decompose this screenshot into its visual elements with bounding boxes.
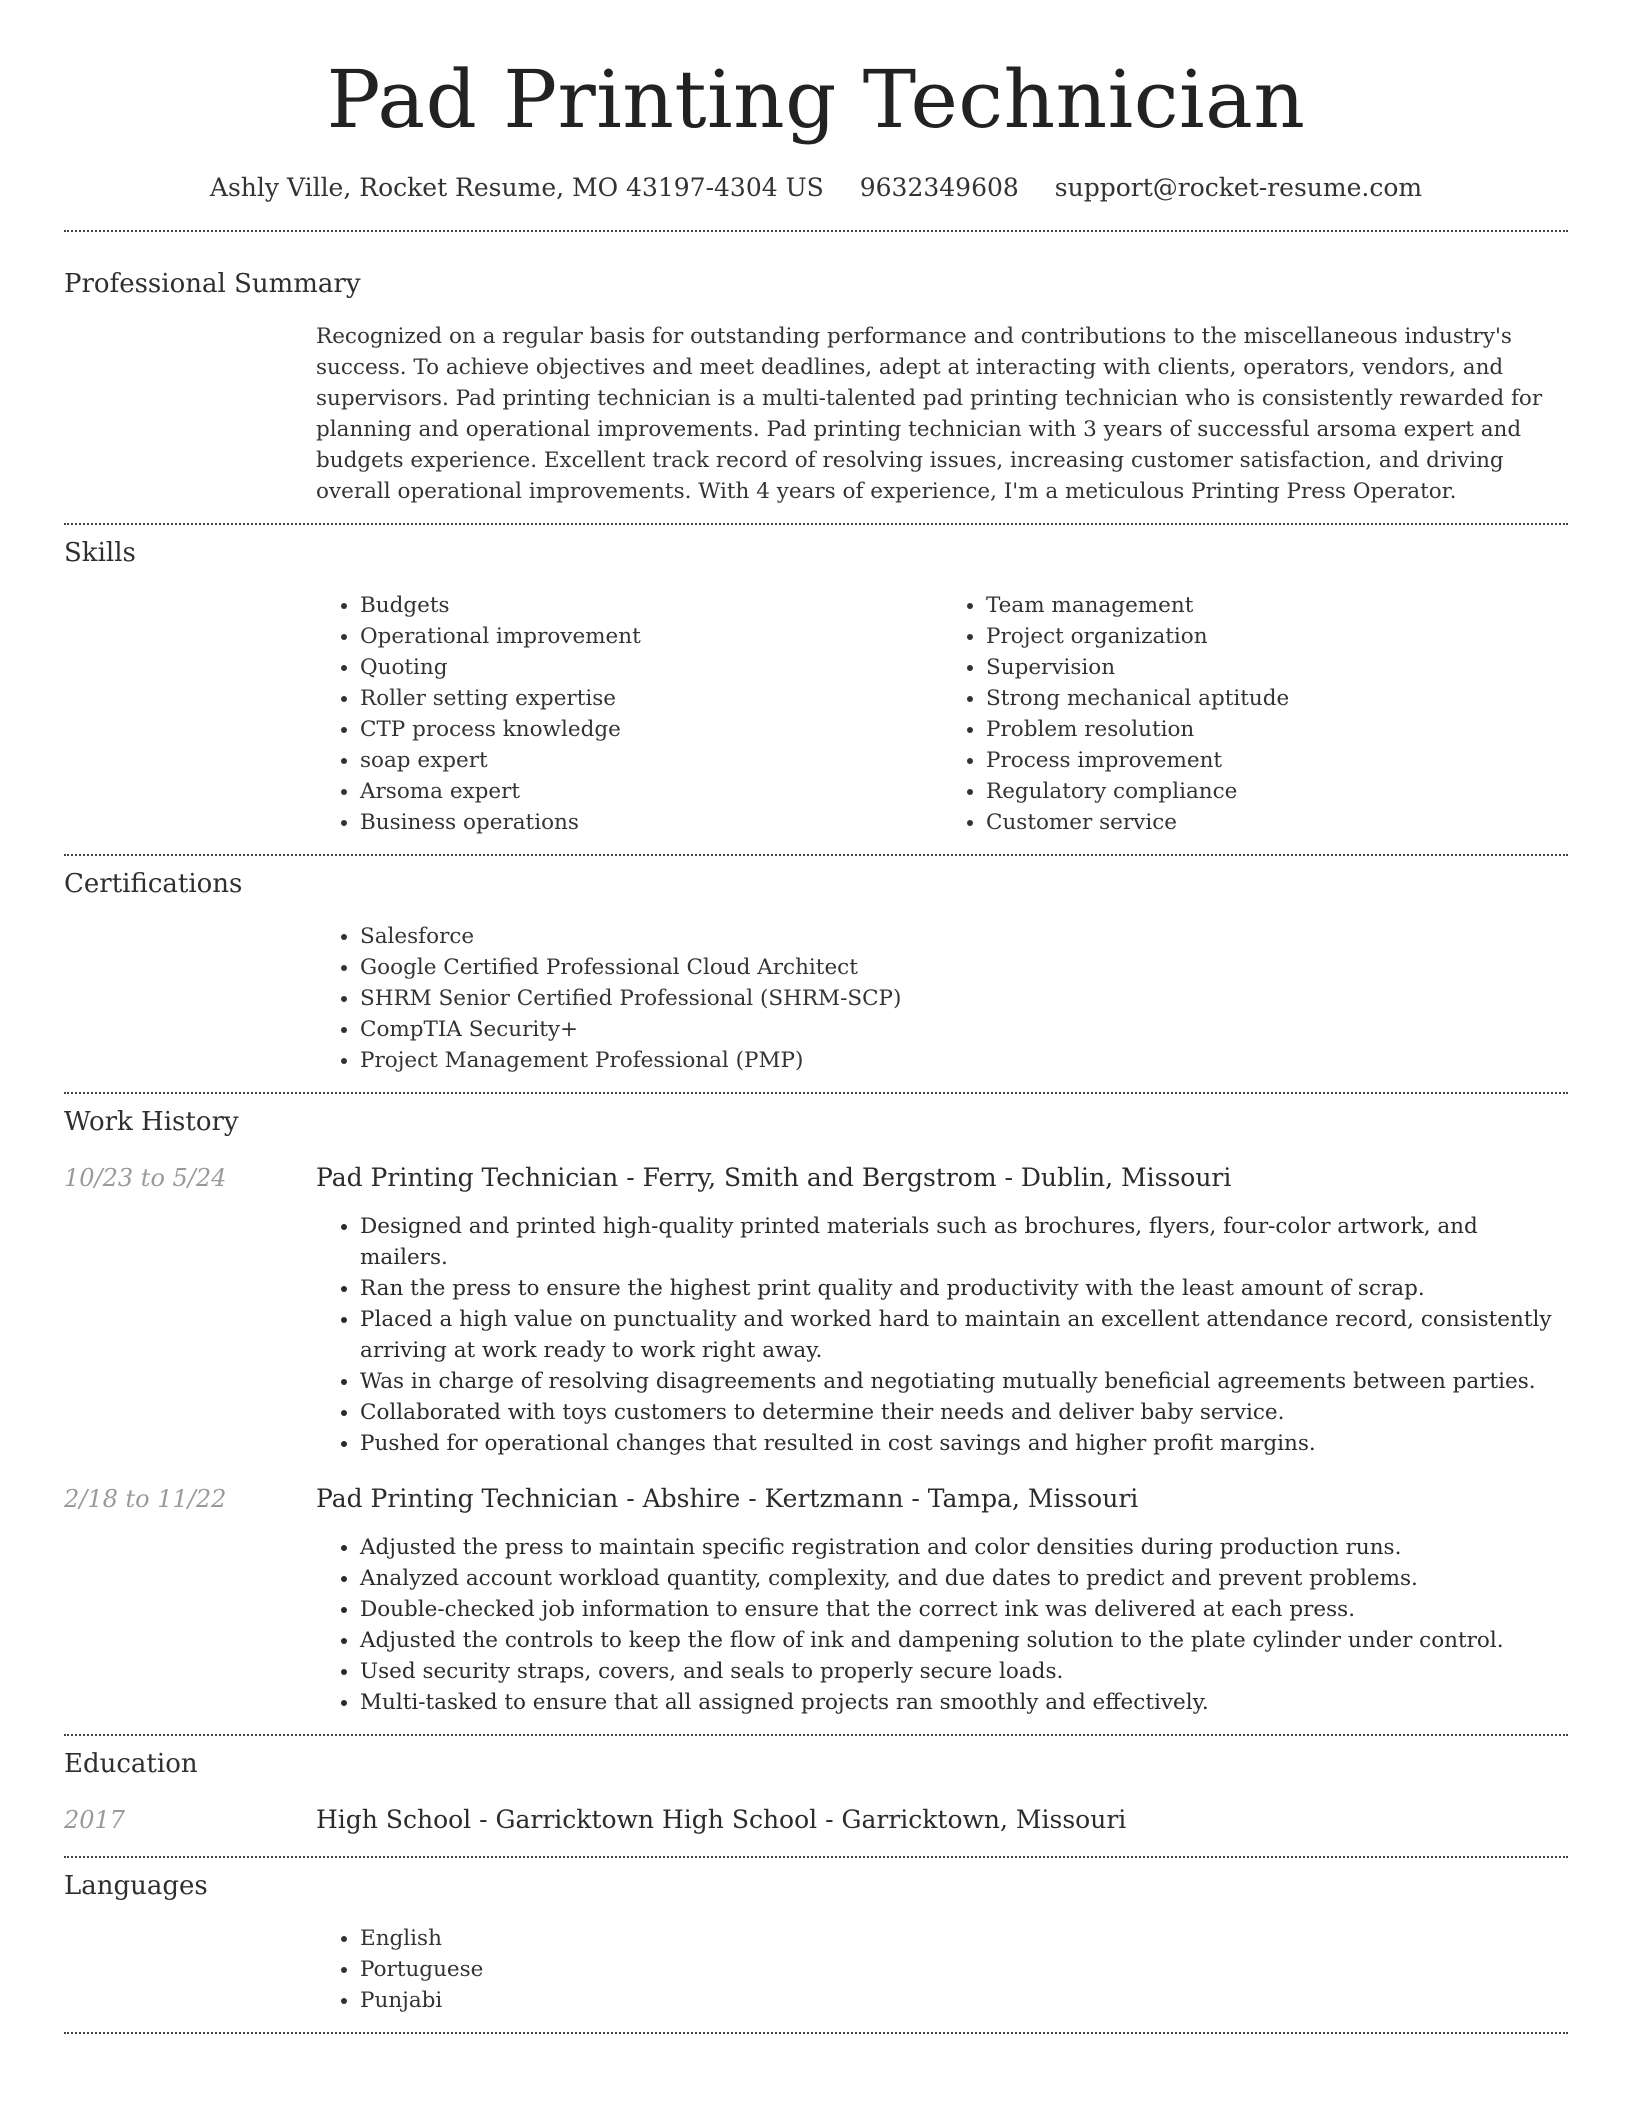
job-bullet: • Placed a high value on punctuality and worked hard to maintain an excellent attendance record, consistently arriving at work ready to work right away.: [360, 1304, 1568, 1366]
education-year: 2017: [64, 1806, 126, 1834]
skill-item: • Process improvement: [986, 745, 1568, 776]
job-bullet: • Adjusted the controls to keep the flow of ink and dampening solution to the plate cylinder under control.: [360, 1625, 1568, 1656]
certification-item: • Google Certified Professional Cloud Architect: [360, 952, 1568, 983]
summary-section: [64, 232, 1568, 523]
skills-grid: [316, 590, 1568, 838]
job-bullet-list: [316, 1211, 1568, 1459]
skill-item: • Roller setting expertise: [360, 683, 942, 714]
divider: [64, 2032, 1568, 2034]
job-bullet: • Collaborated with toys customers to determine their needs and deliver baby service.: [360, 1397, 1568, 1428]
skill-item: • Quoting: [360, 652, 942, 683]
job-bullets: [316, 1532, 1568, 1734]
skill-item: • soap expert: [360, 745, 942, 776]
certification-item: • CompTIA Security+: [360, 1014, 1568, 1045]
section-title-skills: Skills: [64, 538, 136, 568]
skill-item: • Customer service: [986, 807, 1568, 838]
skill-item: • Business operations: [360, 807, 942, 838]
job-bullet-list: [316, 1532, 1568, 1718]
contact-address: Ashly Ville, Rocket Resume, MO 43197-4304 US: [209, 173, 824, 202]
section-title-work: Work History: [64, 1107, 239, 1137]
languages-section: [64, 1858, 1568, 2032]
certifications-section: [64, 856, 1568, 1092]
contact-line: [64, 172, 1568, 204]
candidate-name: Pad Printing Technician: [326, 53, 1306, 146]
education-entry: [64, 1804, 1568, 1856]
skill-item: • Regulatory compliance: [986, 776, 1568, 807]
certifications-content: [316, 921, 1568, 1092]
education-section: [64, 1736, 1568, 1856]
skill-item: • Team management: [986, 590, 1568, 621]
work-history-section: [64, 1094, 1568, 1734]
job-bullet: • Designed and printed high-quality printed materials such as brochures, flyers, four-color artwork, and mailers.: [360, 1211, 1568, 1273]
resume-header: [64, 0, 1568, 204]
languages-content: [316, 1923, 1568, 2032]
job-bullets: [316, 1211, 1568, 1459]
summary-content: [316, 321, 1568, 523]
job-title: Pad Printing Technician - Ferry, Smith and Bergstrom - Dublin, Missouri: [316, 1163, 1232, 1192]
skill-item: • Operational improvement: [360, 621, 942, 652]
section-title-summary: Professional Summary: [64, 269, 361, 299]
section-title-certifications: Certifications: [64, 869, 243, 899]
skill-item: • Arsoma expert: [360, 776, 942, 807]
skills-content: [316, 590, 1568, 854]
contact-email: support@rocket-resume.com: [1054, 173, 1423, 202]
job-bullet: • Used security straps, covers, and seals to properly secure loads.: [360, 1656, 1568, 1687]
certification-item: • Project Management Professional (PMP): [360, 1045, 1568, 1076]
summary-text: Recognized on a regular basis for outstanding performance and contributions to the miscellaneous industry's success. To achieve objectives and meet deadlines, adept at interacting with clients, operators, vendors, and supervisors. Pad printing technician is a multi-talented pad printing technician who is consistently rewarded for planning and operational improvements. Pad printing technician with 3 years of successful arsoma expert and budgets experience. Excellent track record of resolving issues, increasing customer satisfaction, and driving overall operational improvements. With 4 years of experience, I'm a meticulous Printing Press Operator.: [316, 324, 1543, 504]
job-header: [64, 1162, 1568, 1194]
skill-item: • Supervision: [986, 652, 1568, 683]
section-title-languages: Languages: [64, 1871, 208, 1901]
job-dates: 2/18 to 11/22: [64, 1485, 227, 1513]
job-bullet: • Multi-tasked to ensure that all assigned projects ran smoothly and effectively.: [360, 1687, 1568, 1718]
language-item: • English: [360, 1923, 1568, 1954]
job-dates: 10/23 to 5/24: [64, 1164, 227, 1192]
skill-item: • CTP process knowledge: [360, 714, 942, 745]
language-item: • Punjabi: [360, 1985, 1568, 2016]
skill-item: • Problem resolution: [986, 714, 1568, 745]
skills-section: [64, 525, 1568, 854]
certification-item: • SHRM Senior Certified Professional (SHRM-SCP): [360, 983, 1568, 1014]
job-title: Pad Printing Technician - Abshire - Kertzmann - Tampa, Missouri: [316, 1484, 1139, 1513]
skill-item: • Project organization: [986, 621, 1568, 652]
job-bullet: • Pushed for operational changes that resulted in cost savings and higher profit margins.: [360, 1428, 1568, 1459]
job-entry: [64, 1162, 1568, 1459]
certification-item: • Salesforce: [360, 921, 1568, 952]
skill-item: • Budgets: [360, 590, 942, 621]
job-bullet: • Ran the press to ensure the highest print quality and productivity with the least amount of scrap.: [360, 1273, 1568, 1304]
section-title-education: Education: [64, 1749, 198, 1779]
certifications-list: [316, 921, 1568, 1076]
job-header: [64, 1483, 1568, 1515]
language-item: • Portuguese: [360, 1954, 1568, 1985]
skills-list-right: [942, 590, 1568, 838]
job-bullet: • Was in charge of resolving disagreements and negotiating mutually beneficial agreements between parties.: [360, 1366, 1568, 1397]
job-bullet: • Analyzed account workload quantity, complexity, and due dates to predict and prevent problems.: [360, 1563, 1568, 1594]
skill-item: • Strong mechanical aptitude: [986, 683, 1568, 714]
job-entry: [64, 1483, 1568, 1734]
job-bullet: • Double-checked job information to ensure that the correct ink was delivered at each press.: [360, 1594, 1568, 1625]
education-heading: High School - Garricktown High School - Garricktown, Missouri: [316, 1805, 1127, 1834]
contact-phone: 9632349608: [859, 173, 1019, 202]
skills-list-left: [316, 590, 942, 838]
job-bullet: • Adjusted the press to maintain specific registration and color densities during production runs.: [360, 1532, 1568, 1563]
languages-list: [316, 1923, 1568, 2016]
